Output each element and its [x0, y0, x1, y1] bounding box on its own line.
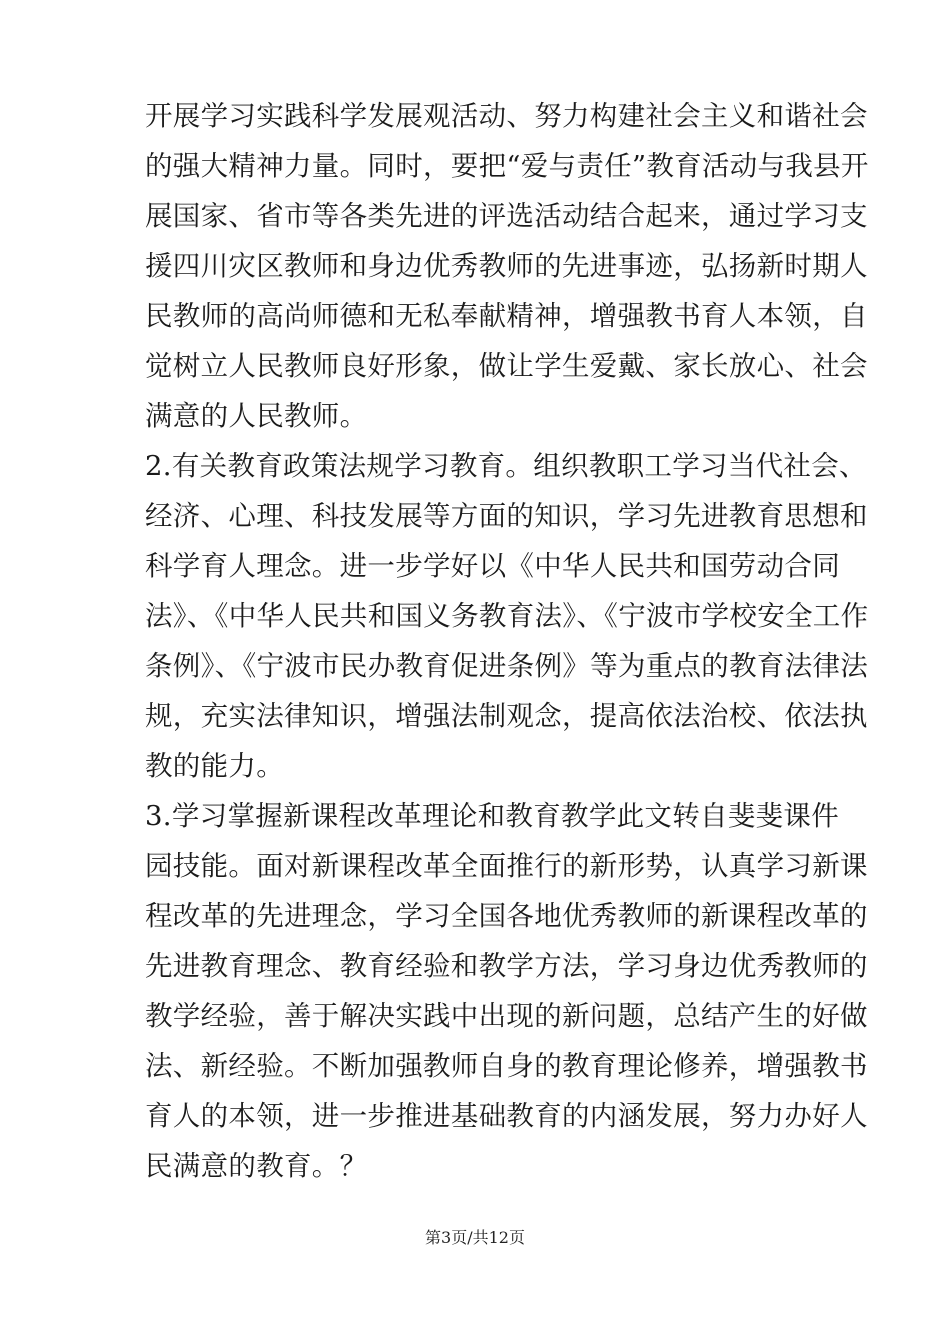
text-line: 教的能力。 — [145, 750, 284, 782]
text-line: 2.有关教育政策法规学习教育。组织教职工学习当代社会、 — [145, 450, 867, 482]
text-line: 育人的本领，进一步推进基础教育的内涵发展，努力办好人 — [145, 1100, 868, 1132]
text-line: 开展学习实践科学发展观活动、努力构建社会主义和谐社会 — [145, 100, 868, 132]
text-line: 程改革的先进理念，学习全国各地优秀教师的新课程改革的 — [145, 900, 868, 932]
text-line: 经济、心理、科技发展等方面的知识，学习先进教育思想和 — [145, 500, 868, 532]
text-line: 教学经验，善于解决实践中出现的新问题，总结产生的好做 — [145, 1000, 868, 1032]
text-line: 法、新经验。不断加强教师自身的教育理论修养，增强教书 — [145, 1050, 868, 1082]
text-line: 民教师的高尚师德和无私奉献精神，增强教书育人本领，自 — [145, 300, 868, 332]
text-line: 展国家、省市等各类先进的评选活动结合起来，通过学习支 — [145, 200, 868, 232]
text-line: 先进教育理念、教育经验和教学方法，学习身边优秀教师的 — [145, 950, 868, 982]
text-line: 3.学习掌握新课程改革理论和教育教学此文转自斐斐课件 — [145, 800, 840, 832]
text-line: 觉树立人民教师良好形象，做让学生爱戴、家长放心、社会 — [145, 350, 868, 382]
text-line: 科学育人理念。进一步学好以《中华人民共和国劳动合同 — [145, 550, 840, 582]
text-line: 援四川灾区教师和身边优秀教师的先进事迹，弘扬新时期人 — [145, 250, 868, 282]
text-line: 民满意的教育。？ — [145, 1150, 368, 1182]
text-line: 满意的人民教师。 — [145, 400, 368, 432]
text-line: 条例》、《宁波市民办教育促进条例》等为重点的教育法律法 — [145, 650, 869, 682]
text-line: 的强大精神力量。同时，要把“爱与责任”教育活动与我县开 — [145, 150, 869, 182]
text-line: 园技能。面对新课程改革全面推行的新形势，认真学习新课 — [145, 850, 868, 882]
text-line: 规，充实法律知识，增强法制观念，提高依法治校、依法执 — [145, 700, 868, 732]
text-line: 法》、《中华人民共和国义务教育法》、《宁波市学校安全工作 — [145, 600, 869, 632]
page-number-footer: 第3页/共12页 — [425, 1228, 525, 1247]
